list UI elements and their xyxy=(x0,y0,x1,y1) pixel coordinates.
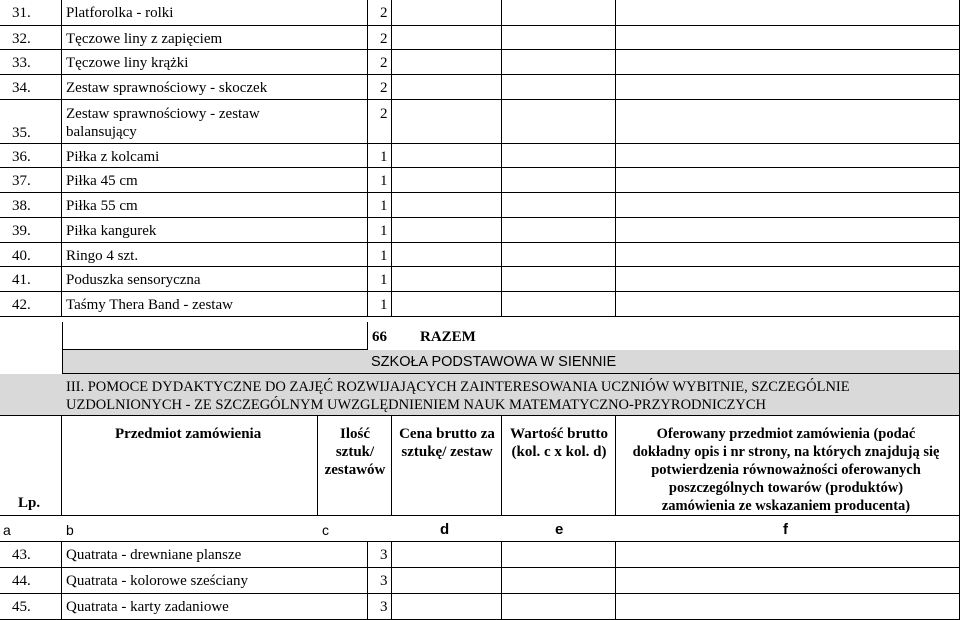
top-row-1-cell-5 xyxy=(616,26,960,50)
row-lp: 41. xyxy=(12,272,31,288)
bottom-row-2-cell-5 xyxy=(616,594,960,620)
top-row-9-cell-5 xyxy=(616,243,960,267)
top-row-2-cell-5 xyxy=(616,50,960,75)
bottom-row-1-cell-0 xyxy=(0,568,62,594)
row-lp: 44. xyxy=(12,573,31,589)
header-offer-2: dokładny opis i nr strony, na których znajdują się xyxy=(632,444,940,460)
row-lp: 31. xyxy=(12,5,31,21)
total-left-empty xyxy=(0,322,62,350)
bottom-row-2-cell-0 xyxy=(0,594,62,620)
top-row-2-cell-4 xyxy=(502,50,616,75)
row-lp: 43. xyxy=(12,547,31,563)
top-row-4-cell-3 xyxy=(392,100,502,144)
total-qty: 66 xyxy=(372,329,387,345)
header-price-2: sztukę/ zestaw xyxy=(401,444,493,460)
total-label: RAZEM xyxy=(420,329,476,345)
top-row-3-cell-0 xyxy=(0,75,62,100)
top-row-0-cell-5 xyxy=(616,0,960,26)
row-lp: 35. xyxy=(12,125,31,141)
top-row-6-cell-0 xyxy=(0,168,62,193)
letter-f: f xyxy=(783,521,788,538)
top-row-8-cell-4 xyxy=(502,218,616,243)
header-qty-1: Ilość xyxy=(340,426,370,442)
section-title-line-2: UZDOLNIONYCH - ZE SZCZEGÓLNYM UWZGLĘDNIENIEM NAUK MATEMATYCZNO-PRZYRODNICZYCH xyxy=(66,397,766,413)
top-row-9-cell-0 xyxy=(0,243,62,267)
top-row-8-cell-0 xyxy=(0,218,62,243)
row-lp: 32. xyxy=(12,31,31,47)
row-qty: 2 xyxy=(380,80,388,96)
top-row-6-cell-3 xyxy=(392,168,502,193)
top-row-10-cell-3 xyxy=(392,267,502,292)
bottom-row-2-cell-4 xyxy=(502,594,616,620)
row-qty: 1 xyxy=(380,198,388,214)
row-qty: 1 xyxy=(380,248,388,264)
top-row-8-cell-3 xyxy=(392,218,502,243)
row-lp: 33. xyxy=(12,55,31,71)
row-qty: 2 xyxy=(380,55,388,71)
top-row-6-cell-5 xyxy=(616,168,960,193)
row-name: Quatrata - karty zadaniowe xyxy=(66,599,229,615)
top-row-11-cell-4 xyxy=(502,292,616,317)
top-row-9-cell-3 xyxy=(392,243,502,267)
row-qty: 1 xyxy=(380,223,388,239)
bottom-row-2-cell-3 xyxy=(392,594,502,620)
top-row-0-cell-0 xyxy=(0,0,62,26)
row-name: Taśmy Thera Band - zestaw xyxy=(66,297,233,313)
bottom-row-0-cell-3 xyxy=(392,542,502,568)
row-lp: 39. xyxy=(12,223,31,239)
bottom-row-1-cell-5 xyxy=(616,568,960,594)
top-row-5-cell-5 xyxy=(616,144,960,168)
header-offer-1: Oferowany przedmiot zamówienia (podać xyxy=(656,426,916,442)
row-lp: 40. xyxy=(12,248,31,264)
row-qty: 2 xyxy=(380,5,388,21)
top-row-11-cell-5 xyxy=(616,292,960,317)
row-name: Piłka 45 cm xyxy=(66,173,138,189)
total-name-empty xyxy=(62,322,368,350)
row-lp: 34. xyxy=(12,80,31,96)
header-subject: Przedmiot zamówienia xyxy=(115,426,262,442)
bottom-row-1-cell-3 xyxy=(392,568,502,594)
top-row-7-cell-4 xyxy=(502,193,616,218)
row-lp: 36. xyxy=(12,149,31,165)
row-qty: 3 xyxy=(380,547,388,563)
top-row-5-cell-0 xyxy=(0,144,62,168)
letter-a: a xyxy=(3,522,11,538)
row-qty: 2 xyxy=(380,31,388,47)
top-row-3-cell-4 xyxy=(502,75,616,100)
school-name: SZKOŁA PODSTAWOWA W SIENNIE xyxy=(371,354,617,370)
bottom-row-0-cell-4 xyxy=(502,542,616,568)
bottom-row-0-cell-5 xyxy=(616,542,960,568)
header-qty-3: zestawów xyxy=(324,462,386,478)
row-name: Piłka 55 cm xyxy=(66,198,138,214)
header-price-1: Cena brutto za xyxy=(399,426,495,442)
row-qty: 3 xyxy=(380,599,388,615)
top-row-0-cell-3 xyxy=(392,0,502,26)
row-name: Zestaw sprawnościowy - zestaw xyxy=(66,106,260,122)
row-name: Quatrata - kolorowe sześciany xyxy=(66,573,249,589)
row-name: Zestaw sprawnościowy - skoczek xyxy=(66,80,268,96)
row-lp: 38. xyxy=(12,198,31,214)
row-name-cont: balansujący xyxy=(66,124,137,140)
top-row-1-cell-4 xyxy=(502,26,616,50)
top-row-7-cell-0 xyxy=(0,193,62,218)
top-row-9-cell-4 xyxy=(502,243,616,267)
row-qty: 1 xyxy=(380,272,388,288)
top-row-1-cell-0 xyxy=(0,26,62,50)
top-row-4-cell-4 xyxy=(502,100,616,144)
letter-e: e xyxy=(555,521,564,538)
header-qty-2: sztuk/ xyxy=(335,444,375,460)
header-value-2: (kol. c x kol. d) xyxy=(511,444,607,460)
header-value-1: Wartość brutto xyxy=(510,426,608,442)
row-name: Ringo 4 szt. xyxy=(66,248,139,264)
top-row-5-cell-4 xyxy=(502,144,616,168)
top-row-7-cell-3 xyxy=(392,193,502,218)
top-row-3-cell-5 xyxy=(616,75,960,100)
row-name: Tęczowe liny krążki xyxy=(66,55,189,71)
top-row-11-cell-0 xyxy=(0,292,62,317)
top-row-2-cell-0 xyxy=(0,50,62,75)
header-offer-4: poszczególnych towarów (produktów) xyxy=(668,480,904,496)
letters-row xyxy=(0,516,960,542)
bottom-row-0-cell-0 xyxy=(0,542,62,568)
row-name: Poduszka sensoryczna xyxy=(66,272,201,288)
header-lp: Lp. xyxy=(18,495,41,511)
top-row-4-cell-5 xyxy=(616,100,960,144)
top-row-4-cell-0 xyxy=(0,100,62,144)
row-qty: 1 xyxy=(380,173,388,189)
letter-c: c xyxy=(322,522,329,538)
top-row-11-cell-3 xyxy=(392,292,502,317)
row-name: Piłka kangurek xyxy=(66,223,157,239)
letter-b: b xyxy=(66,522,74,538)
top-row-10-cell-4 xyxy=(502,267,616,292)
row-lp: 42. xyxy=(12,297,31,313)
section-title-line-1: III. POMOCE DYDAKTYCZNE DO ZAJĘĆ ROZWIJAJĄCYCH ZAINTERESOWANIA UCZNIÓW WYBITNIE, SZCZEGÓLNIE xyxy=(66,379,850,395)
bottom-row-1-cell-4 xyxy=(502,568,616,594)
top-row-10-cell-5 xyxy=(616,267,960,292)
top-row-2-cell-3 xyxy=(392,50,502,75)
row-name: Piłka z kolcami xyxy=(66,149,160,165)
row-lp: 45. xyxy=(12,599,31,615)
top-row-10-cell-0 xyxy=(0,267,62,292)
row-name: Platforolka - rolki xyxy=(66,5,174,21)
row-qty: 1 xyxy=(380,297,388,313)
top-row-7-cell-5 xyxy=(616,193,960,218)
row-qty: 1 xyxy=(380,149,388,165)
row-lp: 37. xyxy=(12,173,31,189)
row-qty: 2 xyxy=(380,106,388,122)
top-row-3-cell-3 xyxy=(392,75,502,100)
letter-d: d xyxy=(440,521,450,538)
header-offer-5: zamówienia ze wskazaniem producenta) xyxy=(661,498,911,514)
row-qty: 3 xyxy=(380,573,388,589)
header-offer-3: potwierdzenia równoważności oferowanych xyxy=(651,462,921,478)
top-row-8-cell-5 xyxy=(616,218,960,243)
top-row-0-cell-4 xyxy=(502,0,616,26)
row-name: Tęczowe liny z zapięciem xyxy=(66,31,223,47)
top-row-5-cell-3 xyxy=(392,144,502,168)
top-row-6-cell-4 xyxy=(502,168,616,193)
row-name: Quatrata - drewniane plansze xyxy=(66,547,242,563)
top-row-1-cell-3 xyxy=(392,26,502,50)
